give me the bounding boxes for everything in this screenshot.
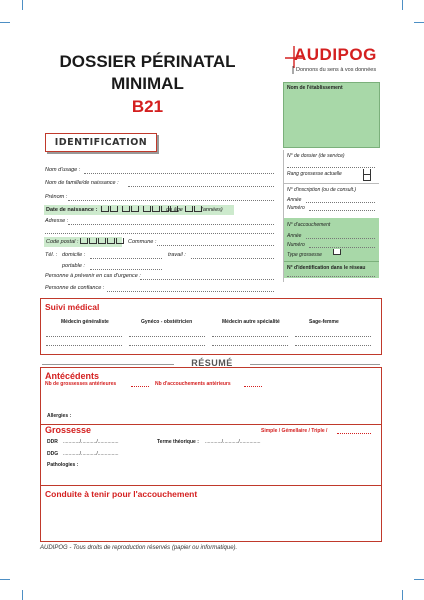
code-postal-boxes[interactable] — [79, 238, 124, 244]
crop-mark — [402, 0, 403, 10]
nb-accouchements-field[interactable] — [244, 386, 262, 387]
confiance-field[interactable] — [107, 291, 274, 292]
etablissement-label: Nom de l'établissement — [287, 85, 343, 91]
allergies-label: Allergies : — [47, 413, 72, 419]
footer-copyright: AUDIPOG - Tous droits de reproduction réservés (papier ou informatique). — [40, 545, 238, 551]
annees-label: (années) — [201, 207, 223, 213]
domicile-label: domicile : — [62, 252, 86, 258]
age-boxes[interactable] — [184, 206, 202, 212]
ddr-label: DDR — [47, 439, 58, 445]
etablissement-box[interactable] — [283, 82, 380, 148]
suivi-field[interactable] — [46, 345, 122, 346]
suivi-field[interactable] — [295, 336, 371, 337]
suivi-field[interactable] — [46, 336, 122, 337]
travail-label: travail : — [168, 252, 186, 258]
resume-heading: RÉSUMÉ — [191, 358, 233, 368]
nb-grossesses-label: Nb de grossesses antérieures — [45, 381, 117, 387]
grossesse-heading: Grossesse — [45, 425, 92, 435]
ddr-field[interactable]: ............/.........../............... — [63, 439, 119, 445]
suivi-field[interactable] — [295, 345, 371, 346]
type-grossesse-field[interactable] — [337, 433, 371, 434]
suivi-field[interactable] — [212, 345, 288, 346]
no-dossier-label: N° de dossier (de service) — [287, 153, 345, 159]
adresse-field-1[interactable] — [68, 224, 274, 225]
suivi-col-generaliste: Médecin généraliste — [61, 319, 109, 325]
crop-mark — [402, 590, 403, 600]
suivi-col-gyneco: Gynéco - obstétricien — [141, 319, 193, 325]
date-naissance-label: Date de naissance : — [46, 207, 98, 213]
accouchement-annee-field[interactable] — [306, 238, 375, 239]
type-grossesse-options[interactable]: Simple / Gémellaire / Triple / — [261, 428, 328, 434]
inscription-annee-label: Année — [287, 197, 302, 203]
crop-mark — [22, 0, 23, 10]
ddg-field[interactable]: ............/.........../............... — [63, 451, 119, 457]
portable-label: portable : — [62, 263, 85, 269]
accouchement-annee-label: Année — [287, 233, 302, 239]
pathologies-label: Pathologies : — [47, 462, 79, 468]
grossesse-section — [40, 423, 382, 486]
crop-mark — [0, 579, 10, 580]
prenom-label: Prénom : — [45, 194, 68, 200]
code-postal-label: Code postal : — [46, 239, 79, 245]
type-grossesse-box[interactable] — [332, 249, 341, 255]
accouchement-numero-field[interactable] — [309, 247, 375, 248]
suivi-field[interactable] — [129, 336, 205, 337]
inscription-numero-label: Numéro — [287, 205, 305, 211]
document-title-line2: MINIMAL — [111, 74, 184, 93]
confiance-label: Personne de confiance : — [45, 285, 105, 291]
document-title-line1: DOSSIER PÉRINATAL — [59, 52, 236, 71]
identification-reseau-field[interactable] — [287, 276, 375, 277]
nb-grossesses-field[interactable] — [131, 386, 149, 387]
ou-age-label: ou âge — [166, 207, 183, 213]
type-grossesse-label: Type grossesse — [287, 252, 322, 258]
crop-mark — [0, 22, 10, 23]
resume-rule-left — [42, 364, 174, 365]
conduite-heading: Conduite à tenir pour l'accouchement — [45, 489, 198, 499]
nom-usage-field[interactable] — [84, 173, 274, 174]
adresse-label: Adresse : — [45, 218, 69, 224]
dossier-panel — [283, 150, 379, 282]
suivi-col-sage-femme: Sage-femme — [309, 319, 339, 325]
suivi-field[interactable] — [129, 345, 205, 346]
no-dossier-field[interactable] — [287, 167, 375, 168]
inscription-label: N° d'inscription (ou de consult.) — [287, 187, 357, 193]
identification-heading: IDENTIFICATION — [54, 137, 148, 148]
nb-accouchements-label: Nb d'accouchements antérieurs — [155, 381, 231, 387]
accouchement-label: N° d'accouchement — [287, 222, 331, 228]
antecedents-heading: Antécédents — [45, 371, 100, 381]
terme-field[interactable]: ............/.........../............... — [205, 439, 261, 445]
logo-tagline: Donnons du sens à vos données — [296, 67, 377, 73]
suivi-medical-section — [40, 298, 382, 355]
identification-heading-box — [45, 133, 157, 152]
travail-field[interactable] — [191, 258, 274, 259]
urgence-field[interactable] — [140, 279, 274, 280]
nom-usage-label: Nom d'usage : — [45, 167, 81, 173]
crop-mark — [414, 579, 424, 580]
conduite-section — [40, 485, 382, 542]
rang-boxes[interactable] — [362, 169, 379, 181]
identification-reseau-label: N° d'identification dans le réseau — [287, 265, 366, 271]
audipog-logo — [283, 44, 393, 80]
tel-label: Tél. : — [45, 252, 58, 258]
logo-text: AUDIPOG — [294, 45, 377, 64]
antecedents-section — [40, 367, 382, 425]
commune-field[interactable] — [157, 245, 274, 246]
terme-label: Terme théorique : — [157, 439, 199, 445]
urgence-label: Personne à prévenir en cas d'urgence : — [45, 273, 141, 279]
accouchement-box — [284, 218, 379, 278]
adresse-field-2[interactable] — [45, 233, 274, 234]
accouchement-numero-label: Numéro — [287, 242, 305, 248]
suivi-field[interactable] — [212, 336, 288, 337]
crop-mark — [22, 590, 23, 600]
nom-famille-field[interactable] — [128, 186, 274, 187]
suivi-medical-heading: Suivi médical — [45, 302, 100, 312]
commune-label: Commune : — [128, 239, 157, 245]
crop-mark — [414, 22, 424, 23]
domicile-field[interactable] — [90, 258, 162, 259]
suivi-col-autre: Médecin autre spécialité — [222, 319, 280, 325]
inscription-annee-field[interactable] — [306, 202, 375, 203]
resume-rule-right — [250, 364, 380, 365]
nom-famille-label: Nom de famille/de naissance : — [45, 180, 119, 186]
inscription-numero-field[interactable] — [309, 210, 375, 211]
rang-label: Rang grossesse actuelle — [287, 171, 342, 177]
ddg-label: DDG — [47, 451, 59, 457]
portable-field[interactable] — [90, 269, 162, 270]
document-code: B21 — [131, 97, 164, 116]
prenom-field[interactable] — [68, 200, 274, 201]
